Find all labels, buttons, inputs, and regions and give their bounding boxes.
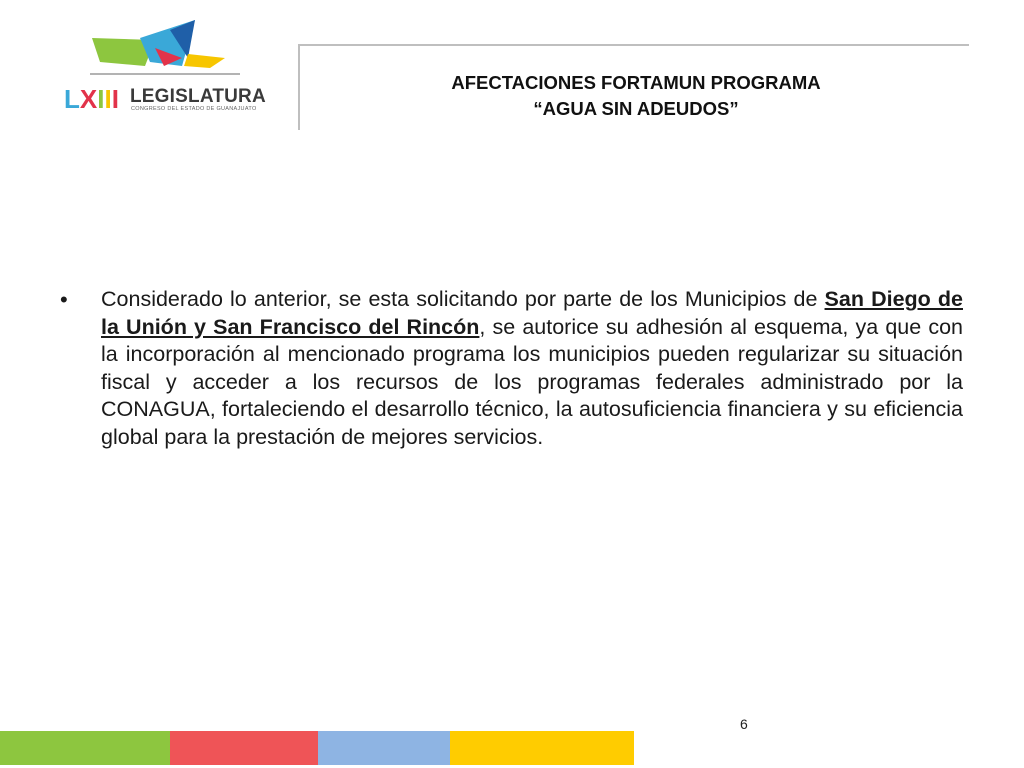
page-title [300,70,972,122]
footer-bar-green [0,731,170,765]
footer-bar-blue [318,731,450,765]
footer-bar-red [170,731,318,765]
body-content [60,286,964,451]
title-line-2: “AGUA SIN ADEUDOS” [533,98,739,119]
title-line-1: AFECTACIONES FORTAMUN PROGRAMA [451,72,821,93]
paragraph-text-end: , se autorice su adhesión al esquema, ya que con la incorporación al mencionado programa los municipios pueden regularizar su situación fiscal y acceder a los recursos de los programas federales administrado por la CONAGUA, fortaleciendo el desarrollo técnico, la autosuficiencia financiera y su eficiencia global para la prestación de mejores servicios. [101,314,963,449]
logo-name: LEGISLATURA [130,86,266,107]
footer-bar-yellow [450,731,634,765]
logo-graphic-icon [60,18,270,88]
logo-numeral: LXIII [64,84,119,114]
bullet-icon: • [60,287,68,312]
paragraph-text-start: Considerado lo anterior, se esta solicitando por parte de los Municipios de [101,287,825,311]
page-number: 6 [740,716,748,732]
municipalities-highlight: San Diego de la Unión y San Francisco del Rincón [101,287,963,339]
logo-subtitle: CONGRESO DEL ESTADO DE GUANAJUATO [131,106,257,112]
bullet-item [60,286,964,451]
bullet-paragraph [101,286,963,451]
